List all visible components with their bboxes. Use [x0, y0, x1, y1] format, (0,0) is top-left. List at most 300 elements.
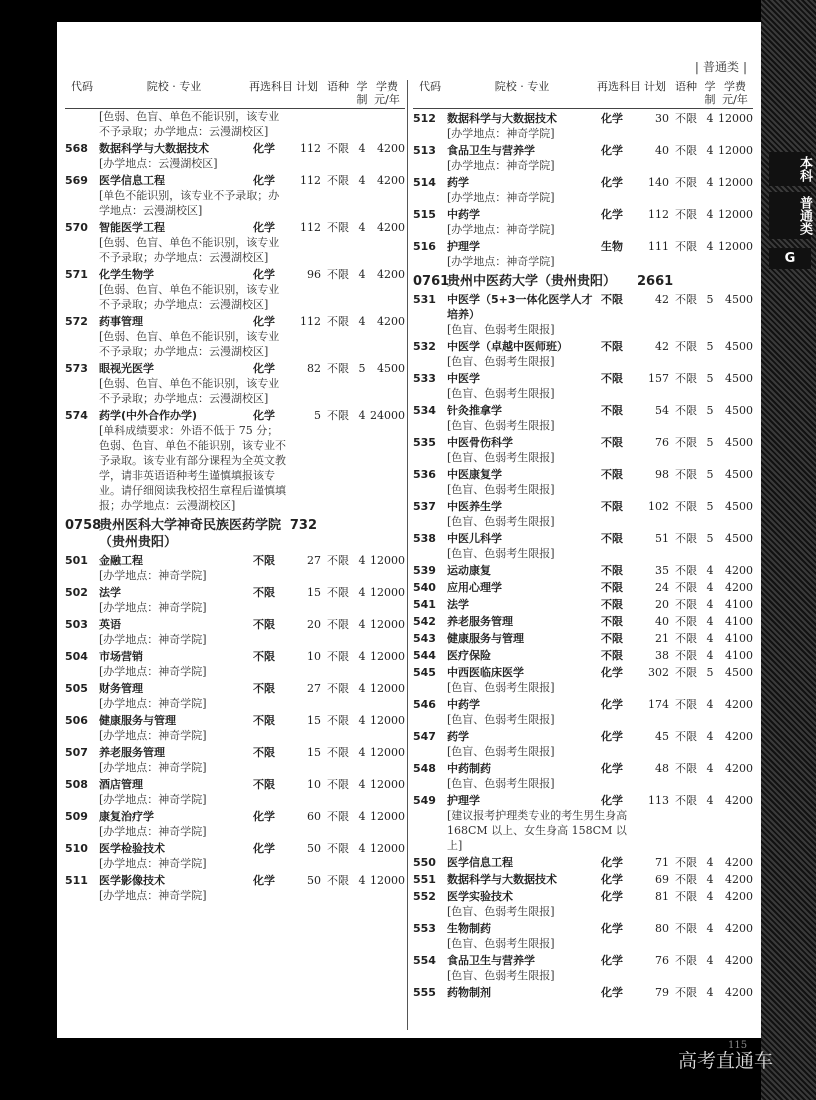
major-lang: 不限	[675, 293, 697, 306]
major-subject: 不限	[601, 404, 623, 417]
major-lang: 不限	[675, 762, 697, 775]
major-plan: 27	[307, 554, 321, 567]
header-lang: 语种	[327, 80, 349, 93]
major-subject: 化学	[601, 986, 623, 999]
major-years: 4	[358, 746, 366, 759]
major-subject: 不限	[601, 598, 623, 611]
major-subject: 不限	[253, 554, 275, 567]
major-subject: 化学	[601, 890, 623, 903]
table-row	[413, 339, 753, 354]
major-years: 5	[706, 500, 714, 513]
major-name: 医学检验技术	[99, 842, 165, 855]
major-years: 4	[706, 890, 714, 903]
major-lang: 不限	[675, 564, 697, 577]
major-years: 5	[706, 532, 714, 545]
major-name: 数据科学与大数据技术	[99, 142, 209, 155]
table-row	[413, 761, 753, 776]
major-plan: 96	[307, 268, 321, 281]
major-code: 537	[413, 500, 436, 513]
major-note: [办学地点：神奇学院]	[447, 191, 555, 204]
major-lang: 不限	[327, 554, 349, 567]
table-row	[65, 585, 405, 600]
major-subject: 不限	[601, 581, 623, 594]
major-plan: 157	[648, 372, 669, 385]
major-name: 化学生物学	[99, 268, 154, 281]
major-name: 养老服务管理	[99, 746, 165, 759]
major-years: 5	[358, 362, 366, 375]
major-name: 中医康复学	[447, 468, 502, 481]
major-fee: 4500	[725, 293, 753, 306]
major-fee: 24000	[370, 409, 405, 422]
right-column-body	[413, 111, 753, 1000]
header-plan: 计划	[644, 80, 666, 93]
major-fee: 4100	[725, 632, 753, 645]
major-lang: 不限	[675, 856, 697, 869]
major-note: [办学地点：神奇学院]	[99, 665, 207, 678]
major-plan: 113	[648, 794, 669, 807]
major-years: 5	[706, 404, 714, 417]
major-years: 4	[706, 112, 714, 125]
table-row	[413, 648, 753, 663]
table-row	[413, 499, 753, 514]
major-code: 555	[413, 986, 436, 999]
major-years: 4	[706, 598, 714, 611]
major-years: 4	[358, 221, 366, 234]
major-lang: 不限	[675, 890, 697, 903]
school-plan: 732	[289, 518, 317, 533]
major-note: [办学地点：神奇学院]	[447, 127, 555, 140]
major-note: [建议报考护理类专业的考生男生身高 168CM 以上、女生身高 158CM 以上]	[447, 809, 628, 852]
major-code: 549	[413, 794, 436, 807]
major-lang: 不限	[675, 436, 697, 449]
header-lang: 语种	[675, 80, 697, 93]
major-note: [色盲、色弱考生限报]	[447, 419, 555, 432]
major-note: [色弱、色盲、单色不能识别，该专业不予录取；办学地点：云漫湖校区]	[99, 110, 280, 138]
major-name: 智能医学工程	[99, 221, 165, 234]
table-row	[65, 314, 405, 329]
major-code: 568	[65, 142, 88, 155]
major-subject: 不限	[601, 436, 623, 449]
major-note: [色盲、色弱考生限报]	[447, 451, 555, 464]
table-row	[413, 793, 753, 808]
major-lang: 不限	[675, 598, 697, 611]
major-fee: 4200	[725, 922, 753, 935]
table-row	[413, 855, 753, 870]
table-row	[65, 841, 405, 856]
school-plan: 2661	[637, 274, 674, 289]
major-name: 药学(中外合作办学)	[99, 409, 198, 422]
major-years: 4	[706, 208, 714, 221]
table-row	[413, 889, 753, 904]
major-name: 健康服务与管理	[99, 714, 176, 727]
major-code: 535	[413, 436, 436, 449]
major-plan: 35	[655, 564, 669, 577]
major-lang: 不限	[675, 532, 697, 545]
column-divider	[407, 80, 408, 1030]
header-subject: 再选科目	[249, 80, 293, 93]
major-years: 4	[358, 586, 366, 599]
major-lang: 不限	[675, 730, 697, 743]
major-note: [办学地点：神奇学院]	[99, 889, 207, 902]
major-fee: 12000	[718, 240, 753, 253]
major-plan: 20	[307, 618, 321, 631]
major-plan: 45	[655, 730, 669, 743]
major-name: 养老服务管理	[447, 615, 513, 628]
major-plan: 15	[307, 746, 321, 759]
left-column	[65, 80, 405, 903]
table-row	[65, 173, 405, 188]
major-fee: 4200	[725, 581, 753, 594]
major-note: [办学地点：神奇学院]	[99, 569, 207, 582]
major-code: 546	[413, 698, 436, 711]
major-note: [色盲、色弱考生限报]	[447, 745, 555, 758]
major-note: [办学地点：云漫湖校区]	[99, 157, 218, 170]
major-code: 504	[65, 650, 88, 663]
major-subject: 化学	[601, 176, 623, 189]
header-code: 代码	[419, 80, 441, 93]
table-header	[65, 80, 405, 109]
table-row	[413, 921, 753, 936]
major-years: 5	[706, 372, 714, 385]
major-years: 4	[706, 856, 714, 869]
major-years: 4	[706, 581, 714, 594]
major-subject: 化学	[253, 810, 275, 823]
document-page	[57, 22, 761, 1038]
major-subject: 化学	[601, 856, 623, 869]
major-subject: 化学	[253, 874, 275, 887]
major-note: [办学地点：神奇学院]	[99, 761, 207, 774]
table-row	[65, 408, 405, 423]
major-lang: 不限	[675, 404, 697, 417]
major-years: 4	[358, 142, 366, 155]
major-name: 药学	[447, 176, 469, 189]
major-plan: 80	[655, 922, 669, 935]
table-row	[65, 361, 405, 376]
header-code: 代码	[71, 80, 93, 93]
major-note: [色盲、色弱考生限报]	[447, 387, 555, 400]
major-code: 533	[413, 372, 436, 385]
major-plan: 48	[655, 762, 669, 775]
major-lang: 不限	[675, 500, 697, 513]
header-name: 院校 · 专业	[494, 80, 550, 93]
major-lang: 不限	[675, 581, 697, 594]
table-row	[413, 143, 753, 158]
major-fee: 4200	[725, 794, 753, 807]
major-fee: 4200	[377, 174, 405, 187]
major-plan: 112	[300, 221, 321, 234]
major-name: 数据科学与大数据技术	[447, 112, 557, 125]
major-plan: 81	[655, 890, 669, 903]
major-plan: 76	[655, 436, 669, 449]
table-row	[65, 267, 405, 282]
category-tag: | 普通类 |	[695, 58, 747, 75]
major-years: 4	[358, 778, 366, 791]
major-subject: 不限	[601, 500, 623, 513]
major-note: [色盲、色弱考生限报]	[447, 937, 555, 950]
major-fee: 4200	[725, 856, 753, 869]
major-name: 数据科学与大数据技术	[447, 873, 557, 886]
header-years: 学制	[704, 80, 716, 106]
major-fee: 12000	[718, 112, 753, 125]
major-subject: 化学	[601, 698, 623, 711]
major-note: [色盲、色弱考生限报]	[447, 515, 555, 528]
major-fee: 4500	[725, 404, 753, 417]
table-header	[413, 80, 753, 109]
major-code: 532	[413, 340, 436, 353]
major-note: [色盲、色弱考生限报]	[447, 355, 555, 368]
major-code: 547	[413, 730, 436, 743]
major-name: 医学影像技术	[99, 874, 165, 887]
major-name: 英语	[99, 618, 121, 631]
major-subject: 化学	[601, 144, 623, 157]
major-subject: 化学	[253, 221, 275, 234]
major-name: 法学	[447, 598, 469, 611]
major-name: 护理学	[447, 794, 480, 807]
major-lang: 不限	[327, 174, 349, 187]
major-fee: 4200	[725, 890, 753, 903]
major-code: 510	[65, 842, 88, 855]
major-lang: 不限	[675, 649, 697, 662]
major-lang: 不限	[327, 842, 349, 855]
edge-tab-letter: G	[769, 248, 811, 269]
major-name: 中医学（卓越中医师班）	[447, 340, 568, 353]
table-row	[65, 745, 405, 760]
major-code: 544	[413, 649, 436, 662]
major-name: 法学	[99, 586, 121, 599]
major-plan: 112	[648, 208, 669, 221]
major-code: 539	[413, 564, 436, 577]
major-plan: 54	[655, 404, 669, 417]
major-lang: 不限	[327, 142, 349, 155]
major-fee: 4100	[725, 615, 753, 628]
table-row	[413, 111, 753, 126]
watermark: 高考直通车	[678, 1050, 774, 1072]
major-years: 4	[358, 409, 366, 422]
major-code: 515	[413, 208, 436, 221]
major-code: 574	[65, 409, 88, 422]
major-lang: 不限	[327, 874, 349, 887]
major-subject: 生物	[601, 240, 623, 253]
major-fee: 4200	[377, 221, 405, 234]
major-fee: 12000	[370, 682, 405, 695]
major-subject: 不限	[601, 632, 623, 645]
major-note: [办学地点：神奇学院]	[99, 825, 207, 838]
major-code: 571	[65, 268, 88, 281]
major-code: 502	[65, 586, 88, 599]
table-row	[413, 531, 753, 546]
header-fee: 学费元/年	[374, 80, 400, 106]
major-years: 5	[706, 468, 714, 481]
major-code: 569	[65, 174, 88, 187]
header-plan: 计划	[296, 80, 318, 93]
major-fee: 4200	[725, 873, 753, 886]
major-fee: 12000	[370, 586, 405, 599]
header-fee: 学费元/年	[722, 80, 748, 106]
major-note: [色弱、色盲、单色不能识别，该专业不予录取；办学地点：云漫湖校区]	[99, 330, 280, 358]
major-years: 4	[358, 315, 366, 328]
major-subject: 化学	[601, 208, 623, 221]
major-name: 财务管理	[99, 682, 143, 695]
major-plan: 15	[307, 714, 321, 727]
major-years: 4	[706, 762, 714, 775]
major-lang: 不限	[327, 268, 349, 281]
major-lang: 不限	[327, 746, 349, 759]
major-note: [色盲、色弱考生限报]	[447, 483, 555, 496]
major-note: [办学地点：神奇学院]	[99, 633, 207, 646]
major-subject: 不限	[601, 615, 623, 628]
major-code: 550	[413, 856, 436, 869]
major-years: 4	[706, 873, 714, 886]
major-fee: 4500	[725, 500, 753, 513]
major-note: [单科成绩要求：外语不低于 75 分；色弱、色盲、单色不能识别，该专业不予录取。该专业有部分课程为全英文教学，请非英语语种考生谨慎填报该专业。请仔细阅读我校招生章程后谨慎填报；办学地点：云漫湖校区]	[99, 424, 286, 512]
table-row	[65, 809, 405, 824]
table-row	[65, 681, 405, 696]
major-code: 503	[65, 618, 88, 631]
major-note: [色盲、色弱考生限报]	[447, 969, 555, 982]
major-lang: 不限	[675, 240, 697, 253]
major-fee: 4500	[725, 436, 753, 449]
major-note: [色盲、色弱考生限报]	[447, 547, 555, 560]
major-name: 中医骨伤科学	[447, 436, 513, 449]
table-row	[413, 597, 753, 612]
major-years: 4	[706, 240, 714, 253]
table-row	[413, 292, 753, 322]
major-code: 531	[413, 293, 436, 306]
major-subject: 化学	[601, 762, 623, 775]
major-subject: 化学	[601, 730, 623, 743]
major-fee: 12000	[370, 842, 405, 855]
major-code: 551	[413, 873, 436, 886]
major-lang: 不限	[675, 144, 697, 157]
table-row	[413, 665, 753, 680]
major-name: 酒店管理	[99, 778, 143, 791]
major-code: 512	[413, 112, 436, 125]
major-years: 4	[706, 615, 714, 628]
major-years: 5	[706, 340, 714, 353]
major-subject: 化学	[253, 174, 275, 187]
table-row	[413, 697, 753, 712]
table-row	[413, 631, 753, 646]
school-heading	[65, 517, 405, 551]
major-years: 4	[358, 268, 366, 281]
major-fee: 4200	[725, 698, 753, 711]
major-subject: 不限	[253, 586, 275, 599]
table-row	[413, 207, 753, 222]
major-plan: 10	[307, 778, 321, 791]
major-lang: 不限	[675, 986, 697, 999]
major-years: 4	[706, 698, 714, 711]
major-lang: 不限	[675, 666, 697, 679]
major-code: 508	[65, 778, 88, 791]
major-subject: 不限	[601, 564, 623, 577]
major-code: 507	[65, 746, 88, 759]
major-fee: 4200	[725, 954, 753, 967]
major-name: 中药学	[447, 208, 480, 221]
major-name: 健康服务与管理	[447, 632, 524, 645]
major-plan: 112	[300, 315, 321, 328]
major-plan: 112	[300, 142, 321, 155]
major-note: [办学地点：神奇学院]	[99, 857, 207, 870]
major-name: 应用心理学	[447, 581, 502, 594]
header-subject: 再选科目	[597, 80, 641, 93]
major-fee: 12000	[718, 208, 753, 221]
school-name: 贵州中医药大学（贵州贵阳）	[447, 274, 617, 289]
major-lang: 不限	[675, 632, 697, 645]
major-plan: 112	[300, 174, 321, 187]
major-subject: 不限	[253, 714, 275, 727]
major-fee: 4100	[725, 598, 753, 611]
table-row	[65, 777, 405, 792]
major-name: 中药学	[447, 698, 480, 711]
major-years: 4	[358, 874, 366, 887]
major-plan: 42	[655, 293, 669, 306]
major-years: 4	[358, 714, 366, 727]
major-years: 4	[706, 986, 714, 999]
major-plan: 71	[655, 856, 669, 869]
table-row	[413, 872, 753, 887]
major-plan: 24	[655, 581, 669, 594]
table-row	[65, 220, 405, 235]
major-plan: 60	[307, 810, 321, 823]
major-years: 4	[358, 554, 366, 567]
major-subject: 不限	[601, 340, 623, 353]
major-lang: 不限	[675, 922, 697, 935]
major-fee: 12000	[370, 618, 405, 631]
major-name: 食品卫生与营养学	[447, 954, 535, 967]
major-fee: 4200	[725, 762, 753, 775]
major-code: 511	[65, 874, 88, 887]
major-years: 4	[358, 618, 366, 631]
major-subject: 不限	[253, 650, 275, 663]
major-fee: 12000	[370, 554, 405, 567]
major-subject: 化学	[601, 666, 623, 679]
major-lang: 不限	[675, 954, 697, 967]
major-plan: 98	[655, 468, 669, 481]
major-years: 4	[358, 174, 366, 187]
table-row	[413, 953, 753, 968]
major-name: 市场营销	[99, 650, 143, 663]
major-lang: 不限	[675, 176, 697, 189]
school-name: 贵州医科大学神奇民族医药学院（贵州贵阳）	[99, 518, 282, 550]
major-note: [色弱、色盲、单色不能识别，该专业不予录取；办学地点：云漫湖校区]	[99, 236, 280, 264]
major-name: 中医养生学	[447, 500, 502, 513]
major-lang: 不限	[327, 586, 349, 599]
major-note: [办学地点：神奇学院]	[99, 793, 207, 806]
page-number: 115	[728, 1040, 748, 1051]
major-plan: 5	[314, 409, 321, 422]
table-row	[413, 371, 753, 386]
major-years: 4	[706, 794, 714, 807]
table-row	[413, 435, 753, 450]
major-name: 医学信息工程	[99, 174, 165, 187]
major-subject: 不限	[601, 468, 623, 481]
major-lang: 不限	[327, 810, 349, 823]
major-lang: 不限	[675, 615, 697, 628]
major-subject: 不限	[253, 618, 275, 631]
major-note: [办学地点：神奇学院]	[99, 729, 207, 742]
major-fee: 4200	[377, 268, 405, 281]
major-fee: 4500	[725, 468, 753, 481]
major-lang: 不限	[327, 362, 349, 375]
major-code: 534	[413, 404, 436, 417]
major-name: 金融工程	[99, 554, 143, 567]
major-years: 4	[706, 632, 714, 645]
major-plan: 40	[655, 615, 669, 628]
major-lang: 不限	[327, 409, 349, 422]
major-years: 4	[358, 842, 366, 855]
major-name: 医学实验技术	[447, 890, 513, 903]
major-name: 中西医临床医学	[447, 666, 524, 679]
